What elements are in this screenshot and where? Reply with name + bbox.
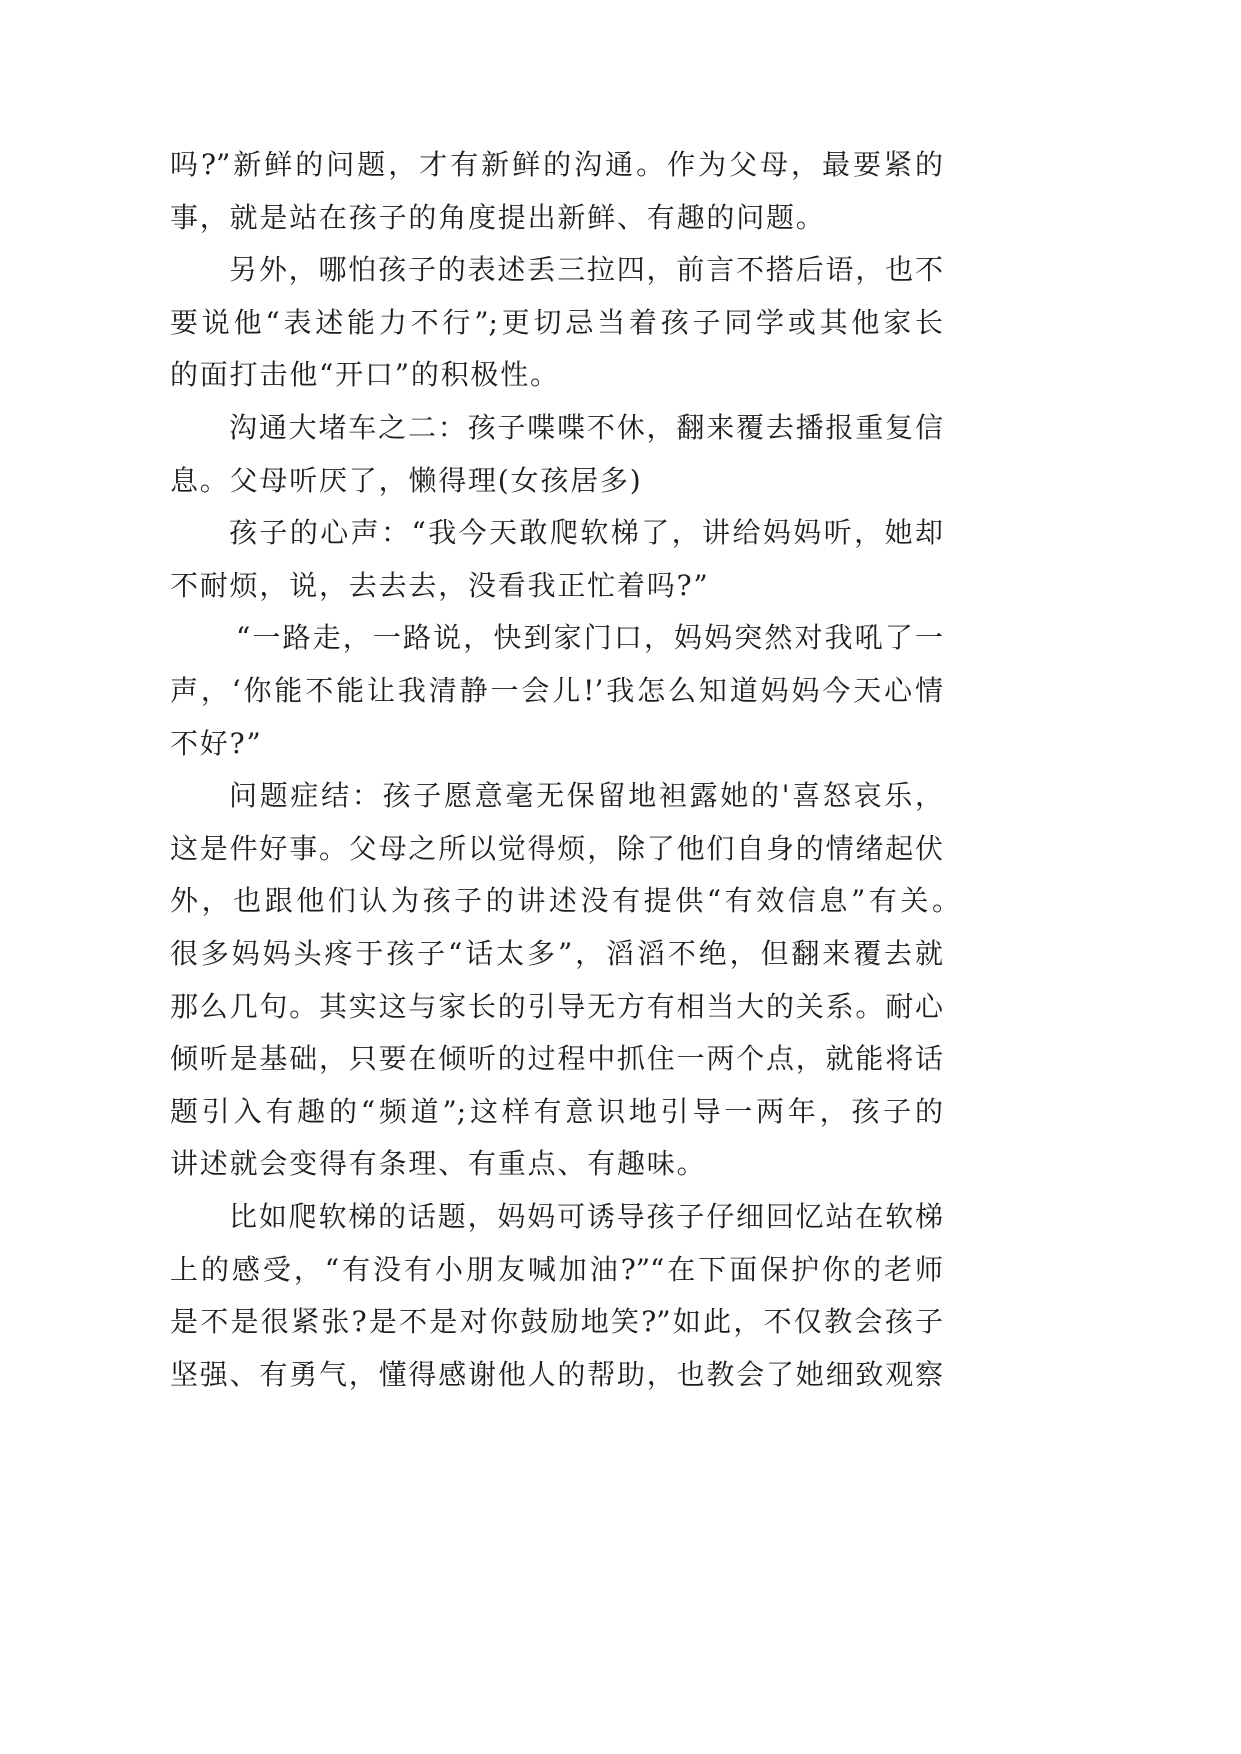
paragraph-first-line: 沟通大堵车之二：孩子喋喋不休，翻来覆去播报重复信 (229, 411, 943, 444)
paragraph-first-line: 另外，哪怕孩子的表述丢三拉四，前言不搭后语，也不 (229, 253, 943, 286)
text-line: 不耐烦，说，去去去，没看我正忙着吗?” (170, 569, 710, 602)
text-line: 外，也跟他们认为孩子的讲述没有提供“有效信息”有关。 (170, 884, 960, 917)
text-line: 吗?”新鲜的问题，才有新鲜的沟通。作为父母，最要紧的 (170, 148, 943, 181)
text-line: 坚强、有勇气，懂得感谢他人的帮助，也教会了她细致观察 (170, 1358, 943, 1391)
text-line: 事，就是站在孩子的角度提出新鲜、有趣的问题。 (170, 201, 826, 234)
paragraph-first-line: 比如爬软梯的话题，妈妈可诱导孩子仔细回忆站在软梯 (229, 1200, 943, 1233)
text-line: 的面打击他“开口”的积极性。 (170, 358, 560, 391)
text-line: 上的感受，“有没有小朋友喊加油?”“在下面保护你的老师 (170, 1253, 943, 1286)
paragraph-first-line: “一路走，一路说，快到家门口，妈妈突然对我吼了一 (236, 621, 943, 654)
paragraph-first-line: 问题症结：孩子愿意毫无保留地袒露她的'喜怒哀乐， (229, 779, 943, 812)
text-line: 声，‘你能不能让我清静一会儿!’我怎么知道妈妈今天心情 (170, 674, 943, 707)
text-line: 那么几句。其实这与家长的引导无方有相当大的关系。耐心 (170, 990, 943, 1023)
text-line: 是不是很紧张?是不是对你鼓励地笑?”如此，不仅教会孩子 (170, 1305, 943, 1338)
text-line: 倾听是基础，只要在倾听的过程中抓住一两个点，就能将话 (170, 1042, 943, 1075)
paragraph-first-line: 孩子的心声：“我今天敢爬软梯了，讲给妈妈听，她却 (229, 516, 943, 549)
text-line: 要说他“表述能力不行”;更切忌当着孩子同学或其他家长 (170, 306, 943, 339)
text-line: 这是件好事。父母之所以觉得烦，除了他们自身的情绪起伏 (170, 832, 943, 865)
text-line: 不好?” (170, 727, 263, 760)
text-line: 题引入有趣的“频道”;这样有意识地引导一两年，孩子的 (170, 1095, 943, 1128)
text-line: 讲述就会变得有条理、有重点、有趣味。 (170, 1147, 707, 1180)
text-line: 很多妈妈头疼于孩子“话太多”，滔滔不绝，但翻来覆去就 (170, 937, 943, 970)
text-line: 息。父母听厌了，懒得理(女孩居多) (170, 464, 643, 497)
